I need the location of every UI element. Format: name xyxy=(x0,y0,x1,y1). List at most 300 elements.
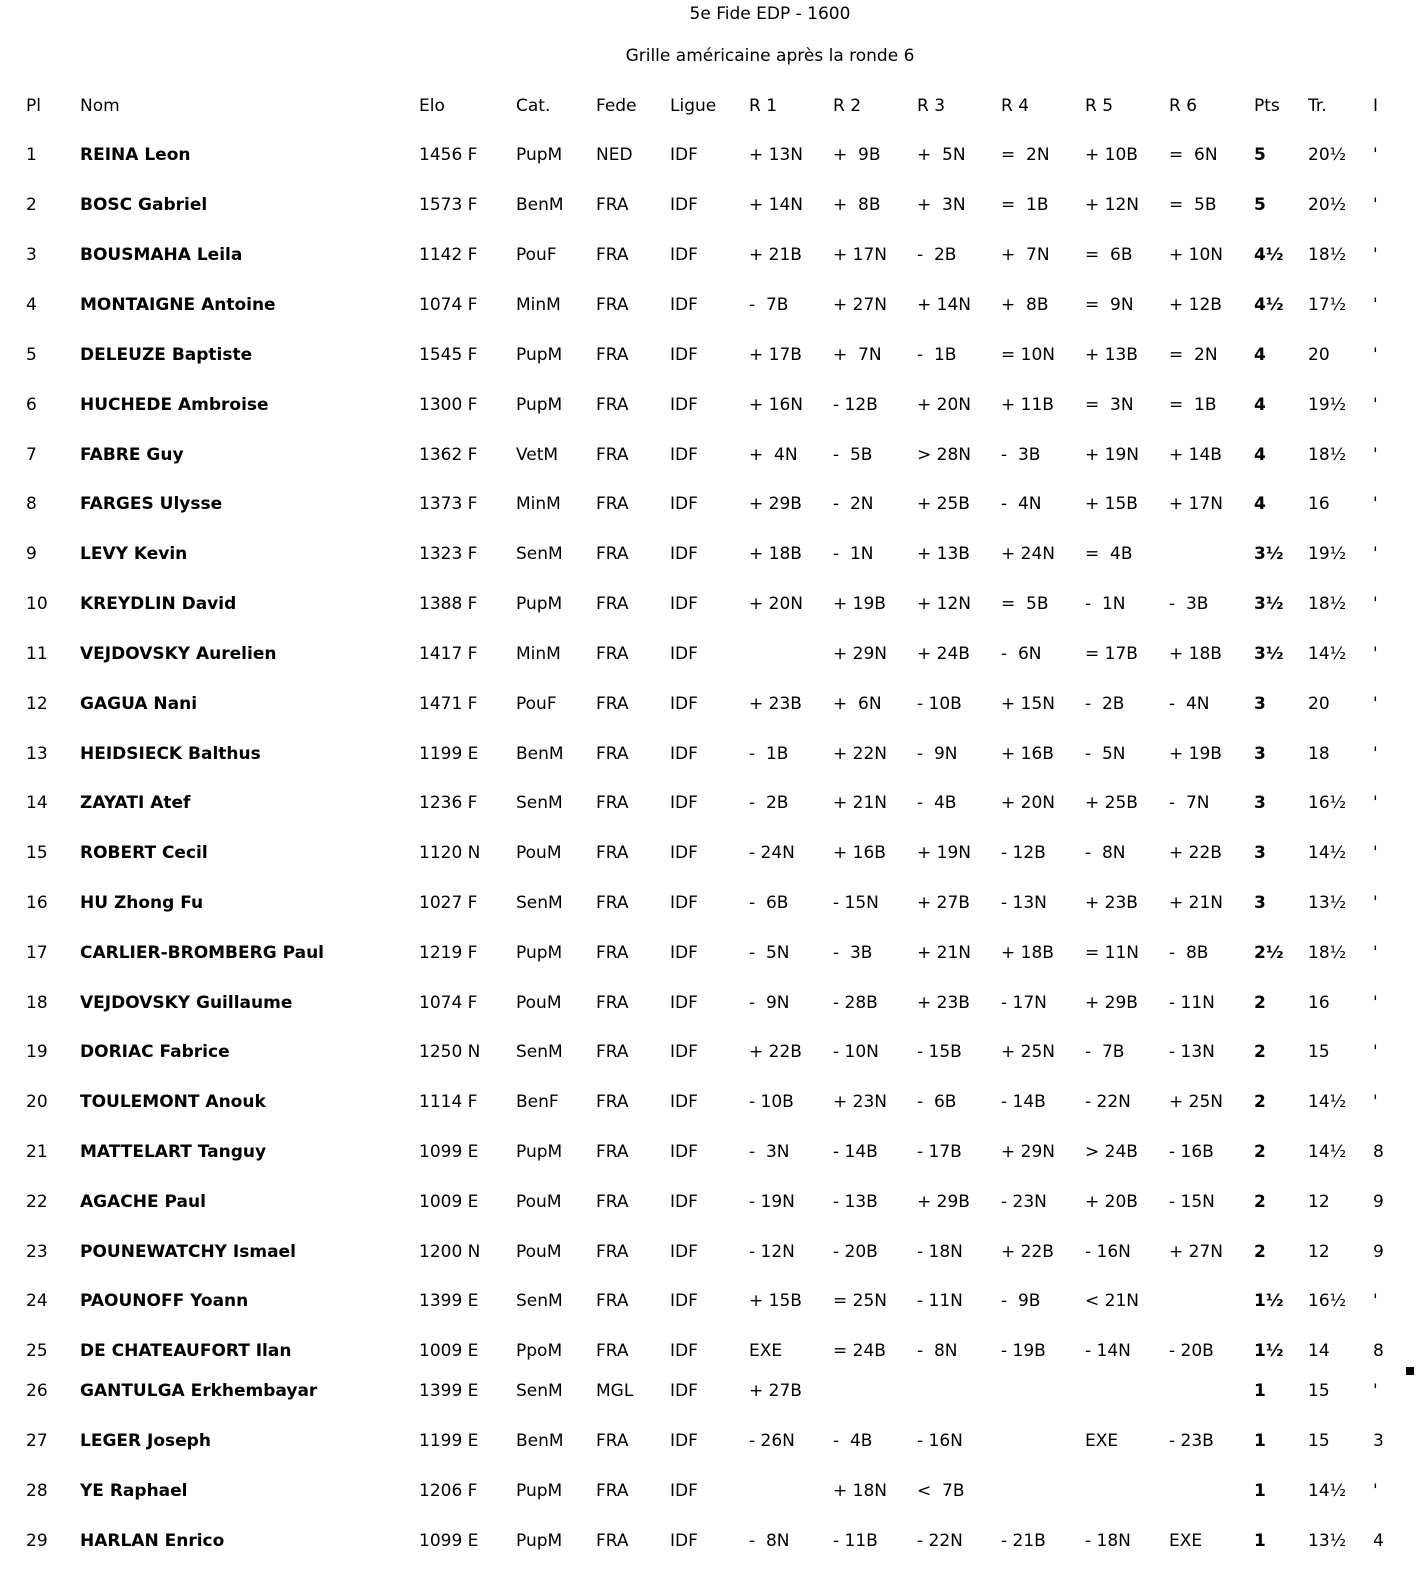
cell-r6: + 22B xyxy=(1169,843,1222,863)
cell-fede: FRA xyxy=(596,345,629,365)
cell-r1: + 14N xyxy=(749,195,803,215)
cell-nom: VEJDOVSKY Aurelien xyxy=(80,644,277,664)
cell-last: ' xyxy=(1373,295,1378,315)
cell-r3: + 24B xyxy=(917,644,970,664)
cell-pl: 20 xyxy=(26,1092,48,1112)
cell-r4: - 14B xyxy=(1001,1092,1046,1112)
cell-r1: + 18B xyxy=(749,544,802,564)
cell-last: ' xyxy=(1373,1481,1378,1501)
cell-nom: KREYDLIN David xyxy=(80,594,237,614)
cell-r1: + 17B xyxy=(749,345,802,365)
cell-r4: - 23N xyxy=(1001,1192,1047,1212)
cell-pl: 7 xyxy=(26,445,37,465)
cell-cat: SenM xyxy=(516,893,563,913)
cell-r5: = 6B xyxy=(1085,245,1133,265)
cell-r5: + 19N xyxy=(1085,445,1139,465)
column-header-ligue: Ligue xyxy=(670,96,717,116)
cell-pts: 3 xyxy=(1254,793,1266,813)
cell-r2: - 15N xyxy=(833,893,879,913)
cell-r4: = 2N xyxy=(1001,145,1050,165)
cell-r3: + 5N xyxy=(917,145,966,165)
cell-ligue: IDF xyxy=(670,145,698,165)
table-row xyxy=(0,1429,1419,1453)
cell-cat: SenM xyxy=(516,1381,563,1401)
table-row xyxy=(0,1240,1419,1264)
cell-elo: 1200 N xyxy=(419,1242,481,1262)
cell-r3: + 12N xyxy=(917,594,971,614)
cell-r2: - 12B xyxy=(833,395,878,415)
cell-pl: 19 xyxy=(26,1042,48,1062)
cell-cat: BenM xyxy=(516,1431,564,1451)
cell-r4: + 11B xyxy=(1001,395,1054,415)
cell-r3: - 6B xyxy=(917,1092,957,1112)
cell-last: ' xyxy=(1373,993,1378,1013)
cell-nom: TOULEMONT Anouk xyxy=(80,1092,266,1112)
cell-r5: EXE xyxy=(1085,1431,1119,1451)
cell-pts: 3 xyxy=(1254,694,1266,714)
cell-r5: + 25B xyxy=(1085,793,1138,813)
cell-pl: 8 xyxy=(26,494,37,514)
cell-last: 9 xyxy=(1373,1242,1384,1262)
cell-r4: + 24N xyxy=(1001,544,1055,564)
cell-ligue: IDF xyxy=(670,694,698,714)
cell-last: ' xyxy=(1373,1381,1378,1401)
cell-r2: + 22N xyxy=(833,744,887,764)
cell-r1: - 7B xyxy=(749,295,789,315)
cell-r5: - 5N xyxy=(1085,744,1126,764)
table-row xyxy=(0,891,1419,915)
cell-pl: 22 xyxy=(26,1192,48,1212)
cell-r2: - 13B xyxy=(833,1192,878,1212)
cell-r1: - 5N xyxy=(749,943,790,963)
cell-elo: 1323 F xyxy=(419,544,478,564)
cell-last: ' xyxy=(1373,744,1378,764)
column-header-elo: Elo xyxy=(419,96,445,116)
cell-r4: + 15N xyxy=(1001,694,1055,714)
cell-r2: - 3B xyxy=(833,943,873,963)
column-header-r1: R 1 xyxy=(749,96,778,116)
cell-r6: + 25N xyxy=(1169,1092,1223,1112)
cell-r6: + 14B xyxy=(1169,445,1222,465)
cell-r2: + 29N xyxy=(833,644,887,664)
cell-elo: 1199 E xyxy=(419,1431,479,1451)
cell-nom: FABRE Guy xyxy=(80,445,184,465)
cell-nom: ROBERT Cecil xyxy=(80,843,208,863)
cell-cat: PouF xyxy=(516,245,557,265)
cell-cat: VetM xyxy=(516,445,559,465)
cell-pts: 2 xyxy=(1254,1042,1266,1062)
cell-r5: + 10B xyxy=(1085,145,1138,165)
cell-r1: + 23B xyxy=(749,694,802,714)
column-header-pl: Pl xyxy=(26,96,41,116)
cell-pts: 4 xyxy=(1254,345,1266,365)
cell-r5: + 13B xyxy=(1085,345,1138,365)
cell-r1: - 19N xyxy=(749,1192,795,1212)
cell-r1: - 26N xyxy=(749,1431,795,1451)
cell-pl: 21 xyxy=(26,1142,48,1162)
cell-r1: + 4N xyxy=(749,445,798,465)
cell-tr: 16½ xyxy=(1308,1291,1347,1311)
cell-ligue: IDF xyxy=(670,1042,698,1062)
cell-ligue: IDF xyxy=(670,644,698,664)
table-row xyxy=(0,1040,1419,1064)
cell-pl: 1 xyxy=(26,145,37,165)
cell-r5: - 16N xyxy=(1085,1242,1131,1262)
cell-tr: 18½ xyxy=(1308,943,1347,963)
cell-r2: + 19B xyxy=(833,594,886,614)
table-row xyxy=(0,692,1419,716)
cell-pl: 9 xyxy=(26,544,37,564)
cell-elo: 1388 F xyxy=(419,594,478,614)
cell-fede: FRA xyxy=(596,893,629,913)
cell-elo: 1219 F xyxy=(419,943,478,963)
cell-tr: 12 xyxy=(1308,1242,1330,1262)
cell-cat: SenM xyxy=(516,1042,563,1062)
cell-last: ' xyxy=(1373,544,1378,564)
cell-r1: - 10B xyxy=(749,1092,794,1112)
column-header-pts: Pts xyxy=(1254,96,1280,116)
cell-elo: 1027 F xyxy=(419,893,478,913)
cell-r3: - 9N xyxy=(917,744,958,764)
cell-tr: 19½ xyxy=(1308,395,1347,415)
cell-last: ' xyxy=(1373,644,1378,664)
cell-tr: 20 xyxy=(1308,694,1330,714)
cell-ligue: IDF xyxy=(670,445,698,465)
table-row xyxy=(0,1190,1419,1214)
cell-fede: FRA xyxy=(596,1291,629,1311)
edge-marker xyxy=(1406,1367,1414,1375)
cell-elo: 1236 F xyxy=(419,793,478,813)
cell-cat: SenM xyxy=(516,793,563,813)
table-row xyxy=(0,941,1419,965)
cell-tr: 17½ xyxy=(1308,295,1347,315)
column-header-r2: R 2 xyxy=(833,96,862,116)
cell-tr: 20½ xyxy=(1308,195,1347,215)
cell-ligue: IDF xyxy=(670,1341,698,1361)
cell-r5: - 7B xyxy=(1085,1042,1125,1062)
cell-elo: 1300 F xyxy=(419,395,478,415)
cell-r2: - 20B xyxy=(833,1242,878,1262)
cell-cat: PupM xyxy=(516,395,563,415)
cell-fede: FRA xyxy=(596,1341,629,1361)
cell-r4: = 1B xyxy=(1001,195,1049,215)
cell-ligue: IDF xyxy=(670,793,698,813)
cell-r2: - 1N xyxy=(833,544,874,564)
cell-fede: FRA xyxy=(596,993,629,1013)
cell-r4: = 10N xyxy=(1001,345,1055,365)
cell-nom: BOUSMAHA Leila xyxy=(80,245,243,265)
cell-ligue: IDF xyxy=(670,1242,698,1262)
cell-r5: = 3N xyxy=(1085,395,1134,415)
cell-cat: BenM xyxy=(516,744,564,764)
cell-tr: 18½ xyxy=(1308,594,1347,614)
cell-r5: = 11N xyxy=(1085,943,1139,963)
cell-r3: > 28N xyxy=(917,445,971,465)
cell-elo: 1009 E xyxy=(419,1341,479,1361)
cell-pts: 2 xyxy=(1254,993,1266,1013)
cell-pts: 3½ xyxy=(1254,644,1284,664)
cell-ligue: IDF xyxy=(670,1381,698,1401)
cell-fede: FRA xyxy=(596,793,629,813)
cell-r5: - 8N xyxy=(1085,843,1126,863)
cell-elo: 1399 E xyxy=(419,1291,479,1311)
cell-pl: 11 xyxy=(26,644,48,664)
cell-r5: < 21N xyxy=(1085,1291,1139,1311)
cell-tr: 20 xyxy=(1308,345,1330,365)
cell-tr: 20½ xyxy=(1308,145,1347,165)
cell-elo: 1573 F xyxy=(419,195,478,215)
cell-r2: - 14B xyxy=(833,1142,878,1162)
cell-ligue: IDF xyxy=(670,544,698,564)
cell-fede: FRA xyxy=(596,1192,629,1212)
cell-ligue: IDF xyxy=(670,943,698,963)
cell-elo: 1373 F xyxy=(419,494,478,514)
table-row xyxy=(0,1379,1419,1403)
cell-pts: 2 xyxy=(1254,1192,1266,1212)
table-row xyxy=(0,1140,1419,1164)
cell-ligue: IDF xyxy=(670,345,698,365)
cell-ligue: IDF xyxy=(670,744,698,764)
cell-r1: - 6B xyxy=(749,893,789,913)
table-row xyxy=(0,293,1419,317)
cell-ligue: IDF xyxy=(670,1291,698,1311)
cell-r4: - 6N xyxy=(1001,644,1042,664)
cell-r1: + 13N xyxy=(749,145,803,165)
cell-r3: + 27B xyxy=(917,893,970,913)
cell-fede: MGL xyxy=(596,1381,634,1401)
cell-r4: - 4N xyxy=(1001,494,1042,514)
cell-r2: - 28B xyxy=(833,993,878,1013)
cell-r6: = 1B xyxy=(1169,395,1217,415)
cell-r4: + 25N xyxy=(1001,1042,1055,1062)
cell-pts: 2 xyxy=(1254,1142,1266,1162)
cell-last: ' xyxy=(1373,195,1378,215)
cell-r3: - 17B xyxy=(917,1142,962,1162)
cell-pl: 14 xyxy=(26,793,48,813)
cell-r6: - 3B xyxy=(1169,594,1209,614)
cell-pl: 15 xyxy=(26,843,48,863)
cell-r6: = 2N xyxy=(1169,345,1218,365)
cell-r2: + 23N xyxy=(833,1092,887,1112)
cell-last: ' xyxy=(1373,943,1378,963)
cell-fede: FRA xyxy=(596,1042,629,1062)
cell-nom: PAOUNOFF Yoann xyxy=(80,1291,249,1311)
cell-r6: - 20B xyxy=(1169,1341,1214,1361)
cell-r4: = 5B xyxy=(1001,594,1049,614)
cell-r3: + 29B xyxy=(917,1192,970,1212)
cell-fede: FRA xyxy=(596,1092,629,1112)
cell-r6: + 19B xyxy=(1169,744,1222,764)
cell-elo: 1114 F xyxy=(419,1092,478,1112)
cell-r4: - 17N xyxy=(1001,993,1047,1013)
cell-r5: - 18N xyxy=(1085,1531,1131,1551)
cell-r4: + 8B xyxy=(1001,295,1049,315)
cell-nom: HU Zhong Fu xyxy=(80,893,204,913)
cell-fede: FRA xyxy=(596,1142,629,1162)
cell-nom: FARGES Ulysse xyxy=(80,494,223,514)
cell-pl: 28 xyxy=(26,1481,48,1501)
cell-r4: - 9B xyxy=(1001,1291,1041,1311)
cell-fede: FRA xyxy=(596,544,629,564)
cell-pts: 4 xyxy=(1254,445,1266,465)
cell-r2: + 16B xyxy=(833,843,886,863)
column-header-r4: R 4 xyxy=(1001,96,1030,116)
cell-cat: SenM xyxy=(516,544,563,564)
cell-r6: + 17N xyxy=(1169,494,1223,514)
cell-nom: REINA Leon xyxy=(80,145,191,165)
cell-last: ' xyxy=(1373,594,1378,614)
cell-r1: + 21B xyxy=(749,245,802,265)
cell-r6: - 7N xyxy=(1169,793,1210,813)
cell-r3: - 8N xyxy=(917,1341,958,1361)
cell-cat: PouM xyxy=(516,1242,562,1262)
cell-r6: EXE xyxy=(1169,1531,1203,1551)
column-header-nom: Nom xyxy=(80,96,120,116)
column-header-last: I xyxy=(1373,96,1379,116)
cell-r4: - 21B xyxy=(1001,1531,1046,1551)
cell-tr: 15 xyxy=(1308,1381,1330,1401)
cell-elo: 1009 E xyxy=(419,1192,479,1212)
cell-r5: + 23B xyxy=(1085,893,1138,913)
cell-fede: FRA xyxy=(596,1431,629,1451)
table-row xyxy=(0,1339,1419,1363)
cell-pts: 2½ xyxy=(1254,943,1284,963)
cell-cat: SenM xyxy=(516,1291,563,1311)
cell-cat: MinM xyxy=(516,295,561,315)
cell-elo: 1074 F xyxy=(419,295,478,315)
cell-tr: 14½ xyxy=(1308,843,1347,863)
cell-cat: PouF xyxy=(516,694,557,714)
cell-r2: = 25N xyxy=(833,1291,887,1311)
cell-pts: 1 xyxy=(1254,1431,1266,1451)
cell-ligue: IDF xyxy=(670,1192,698,1212)
cell-r1: - 3N xyxy=(749,1142,790,1162)
cell-fede: FRA xyxy=(596,943,629,963)
cell-tr: 15 xyxy=(1308,1042,1330,1062)
cell-cat: PupM xyxy=(516,1481,563,1501)
cell-r3: + 13B xyxy=(917,544,970,564)
cell-r1: - 24N xyxy=(749,843,795,863)
cell-tr: 18½ xyxy=(1308,445,1347,465)
cell-r2: - 2N xyxy=(833,494,874,514)
cell-ligue: IDF xyxy=(670,1142,698,1162)
page-subtitle: Grille américaine après la ronde 6 xyxy=(625,46,915,66)
cell-r6: + 12B xyxy=(1169,295,1222,315)
table-row xyxy=(0,791,1419,815)
cell-r6: - 15N xyxy=(1169,1192,1215,1212)
cell-r6: = 5B xyxy=(1169,195,1217,215)
table-row xyxy=(0,193,1419,217)
cell-pts: 1 xyxy=(1254,1531,1266,1551)
table-row xyxy=(0,991,1419,1015)
cell-r6: - 23B xyxy=(1169,1431,1214,1451)
cell-cat: PupM xyxy=(516,943,563,963)
cell-r5: = 4B xyxy=(1085,544,1133,564)
cell-r2: + 17N xyxy=(833,245,887,265)
cell-cat: PupM xyxy=(516,594,563,614)
cell-cat: PupM xyxy=(516,1142,563,1162)
cell-r5: + 12N xyxy=(1085,195,1139,215)
cell-fede: FRA xyxy=(596,644,629,664)
cell-last: ' xyxy=(1373,1092,1378,1112)
cell-last: ' xyxy=(1373,694,1378,714)
cell-elo: 1099 E xyxy=(419,1142,479,1162)
cell-elo: 1099 E xyxy=(419,1531,479,1551)
table-row xyxy=(0,542,1419,566)
cell-last: ' xyxy=(1373,345,1378,365)
cell-r2: - 10N xyxy=(833,1042,879,1062)
cell-ligue: IDF xyxy=(670,1481,698,1501)
cell-pts: 1 xyxy=(1254,1481,1266,1501)
cell-cat: PouM xyxy=(516,1192,562,1212)
cell-nom: LEGER Joseph xyxy=(80,1431,211,1451)
cell-nom: YE Raphael xyxy=(80,1481,188,1501)
cell-r6: + 27N xyxy=(1169,1242,1223,1262)
cell-tr: 14½ xyxy=(1308,644,1347,664)
cell-pl: 10 xyxy=(26,594,48,614)
cell-tr: 15 xyxy=(1308,1431,1330,1451)
cell-r3: - 4B xyxy=(917,793,957,813)
cell-cat: PupM xyxy=(516,345,563,365)
cell-cat: BenM xyxy=(516,195,564,215)
cell-tr: 18½ xyxy=(1308,245,1347,265)
cell-r1: + 22B xyxy=(749,1042,802,1062)
cell-fede: FRA xyxy=(596,445,629,465)
cell-elo: 1120 N xyxy=(419,843,481,863)
cell-r6: + 21N xyxy=(1169,893,1223,913)
cell-last: ' xyxy=(1373,145,1378,165)
column-header-r6: R 6 xyxy=(1169,96,1198,116)
table-row xyxy=(0,343,1419,367)
cell-last: 8 xyxy=(1373,1341,1384,1361)
cell-tr: 16½ xyxy=(1308,793,1347,813)
cell-r3: + 23B xyxy=(917,993,970,1013)
cell-pl: 13 xyxy=(26,744,48,764)
table-row xyxy=(0,393,1419,417)
table-row xyxy=(0,642,1419,666)
cell-r3: + 14N xyxy=(917,295,971,315)
cell-r3: - 2B xyxy=(917,245,957,265)
cell-pts: 3 xyxy=(1254,893,1266,913)
cell-r1: - 2B xyxy=(749,793,789,813)
cell-last: ' xyxy=(1373,445,1378,465)
cell-nom: GAGUA Nani xyxy=(80,694,198,714)
cell-r1: + 16N xyxy=(749,395,803,415)
cell-r4: - 12B xyxy=(1001,843,1046,863)
cell-tr: 14½ xyxy=(1308,1481,1347,1501)
cell-nom: LEVY Kevin xyxy=(80,544,188,564)
cell-last: ' xyxy=(1373,245,1378,265)
cell-r4: + 7N xyxy=(1001,245,1050,265)
table-row xyxy=(0,1479,1419,1503)
cell-r4: - 3B xyxy=(1001,445,1041,465)
cell-last: 8 xyxy=(1373,1142,1384,1162)
cell-r2: + 7N xyxy=(833,345,882,365)
cell-nom: CARLIER-BROMBERG Paul xyxy=(80,943,324,963)
cell-r2: = 24B xyxy=(833,1341,886,1361)
cell-pl: 24 xyxy=(26,1291,48,1311)
cell-ligue: IDF xyxy=(670,843,698,863)
cell-r3: + 21N xyxy=(917,943,971,963)
cell-r2: + 21N xyxy=(833,793,887,813)
cell-r5: + 15B xyxy=(1085,494,1138,514)
cell-nom: DORIAC Fabrice xyxy=(80,1042,230,1062)
cell-r3: - 15B xyxy=(917,1042,962,1062)
cell-elo: 1206 F xyxy=(419,1481,478,1501)
cell-r2: - 11B xyxy=(833,1531,878,1551)
cell-elo: 1471 F xyxy=(419,694,478,714)
cell-elo: 1074 F xyxy=(419,993,478,1013)
